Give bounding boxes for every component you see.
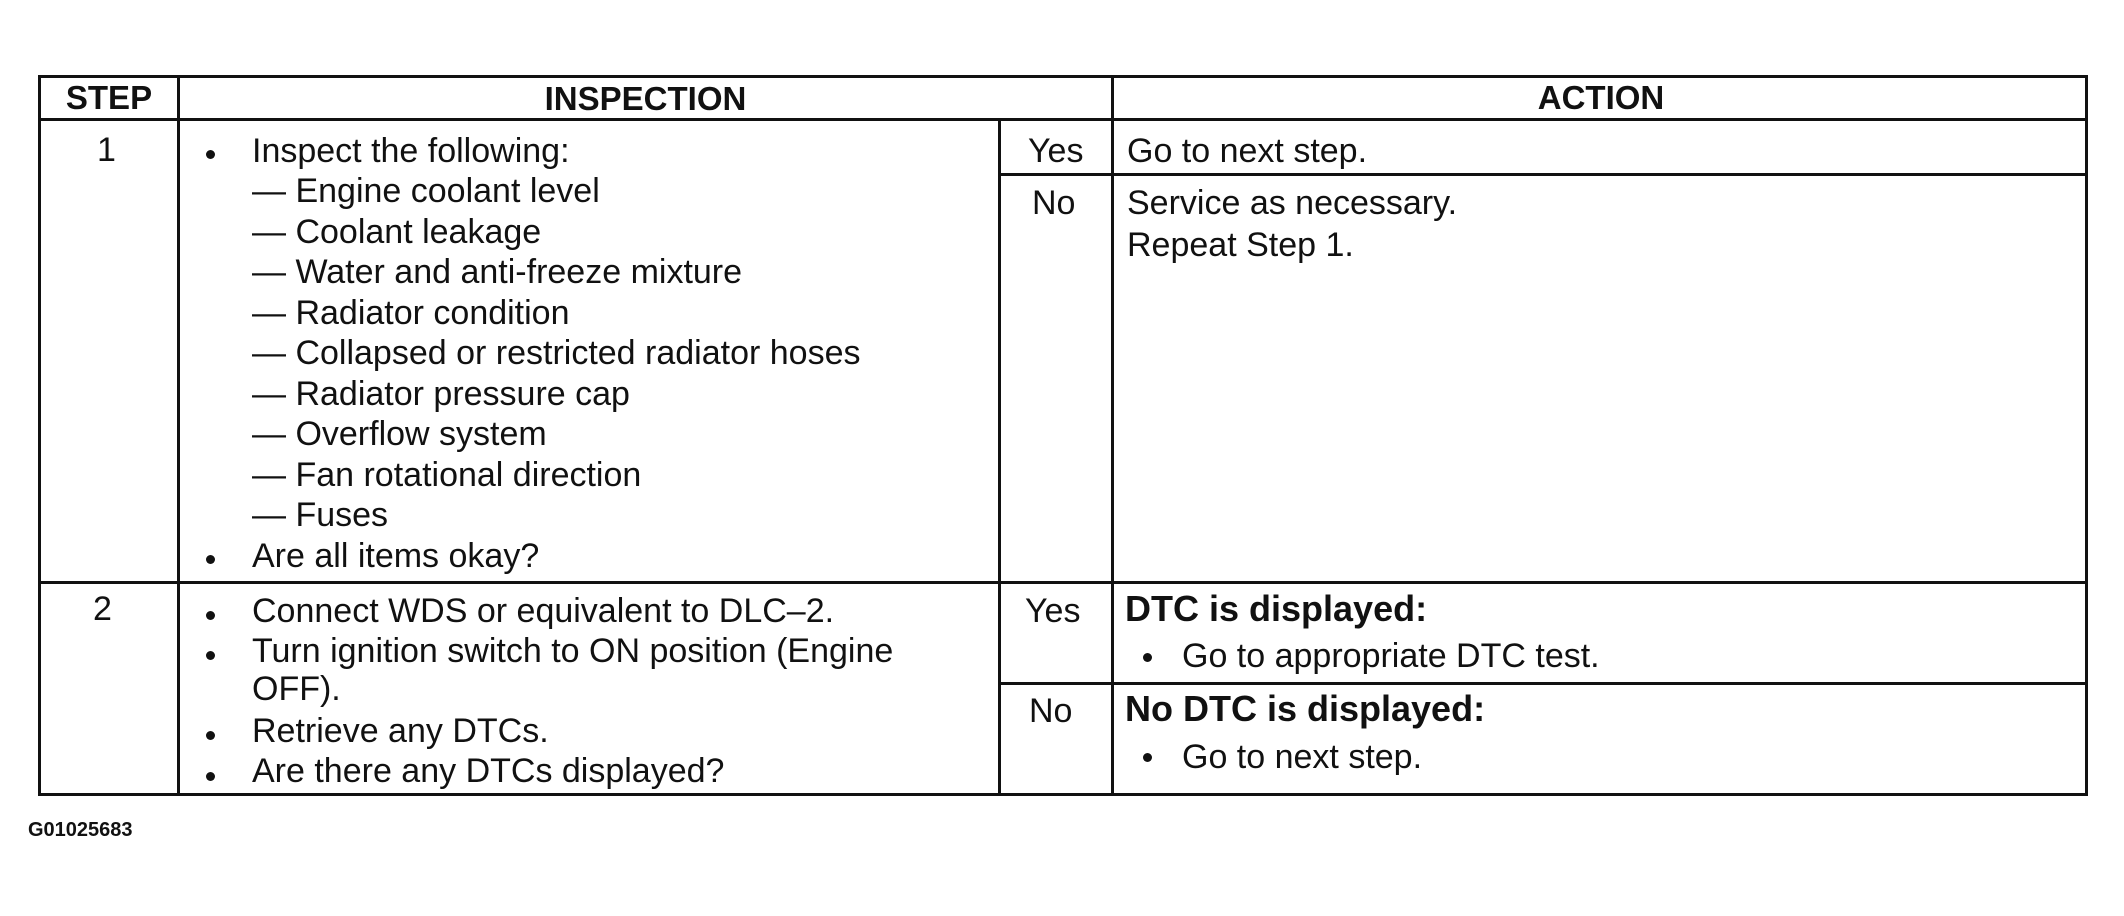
row1-step-number: 1 (97, 131, 116, 169)
row2-bullet-1 (206, 611, 215, 620)
row1-no-action-line: Service as necessary. (1127, 184, 1458, 222)
row2-step-number: 2 (93, 590, 112, 628)
header-action: ACTION (1537, 79, 1665, 116)
figure-id: G01025683 (28, 819, 133, 841)
row2-no-label: No (1029, 692, 1073, 730)
row1-inspection-line: — Water and anti-freeze mixture (252, 253, 743, 291)
inspection-yes-no-rule (998, 118, 1001, 796)
row2-yes-bullet (1143, 653, 1152, 662)
header-inspection: INSPECTION (544, 80, 747, 117)
row1-inspection-line: — Collapsed or restricted radiator hoses (252, 334, 861, 372)
row2-yes-bullet-text: Go to appropriate DTC test. (1182, 637, 1600, 675)
row1-yes-label: Yes (1028, 132, 1084, 170)
row2-yes-no-rule (998, 682, 2088, 685)
row2-inspection-line: OFF). (252, 670, 341, 708)
row2-bullet-2 (206, 651, 215, 660)
row1-inspection-line: — Overflow system (252, 415, 547, 453)
row1-inspection-line: — Radiator condition (252, 294, 570, 332)
row2-no-heading: No DTC is displayed: (1125, 688, 1486, 729)
row2-bullet-3 (206, 731, 215, 740)
row1-yes-no-rule (998, 173, 2088, 176)
row2-yes-heading: DTC is displayed: (1125, 588, 1428, 629)
header-step: STEP (65, 79, 153, 116)
row2-inspection-line: Turn ignition switch to ON position (Engine (252, 632, 894, 670)
row2-inspection-line: Connect WDS or equivalent to DLC–2. (252, 592, 835, 630)
row1-inspection-line: Are all items okay? (252, 537, 540, 575)
row2-no-bullet-text: Go to next step. (1182, 738, 1423, 776)
row1-inspection-line: — Coolant leakage (252, 213, 542, 251)
row2-no-bullet (1143, 753, 1152, 762)
row1-yes-action: Go to next step. (1127, 132, 1368, 170)
row1-inspection-line: — Radiator pressure cap (252, 375, 630, 413)
row1-bottom-rule (38, 581, 2088, 584)
row1-bullet-2 (206, 555, 215, 564)
row1-no-action-line: Repeat Step 1. (1127, 226, 1354, 264)
row1-bullet-1 (206, 150, 215, 159)
row1-inspection-line: — Engine coolant level (252, 172, 600, 210)
row2-inspection-line: Are there any DTCs displayed? (252, 752, 725, 790)
row1-inspection-line: — Fan rotational direction (252, 456, 642, 494)
step-column-rule (177, 75, 180, 796)
action-column-rule (1111, 75, 1114, 796)
row1-no-label: No (1032, 184, 1076, 222)
row2-bullet-4 (206, 772, 215, 781)
row1-inspection-line: — Fuses (252, 496, 389, 534)
row2-inspection-line: Retrieve any DTCs. (252, 712, 549, 750)
row1-inspection-line: Inspect the following: (252, 132, 570, 170)
row2-yes-label: Yes (1025, 592, 1081, 630)
